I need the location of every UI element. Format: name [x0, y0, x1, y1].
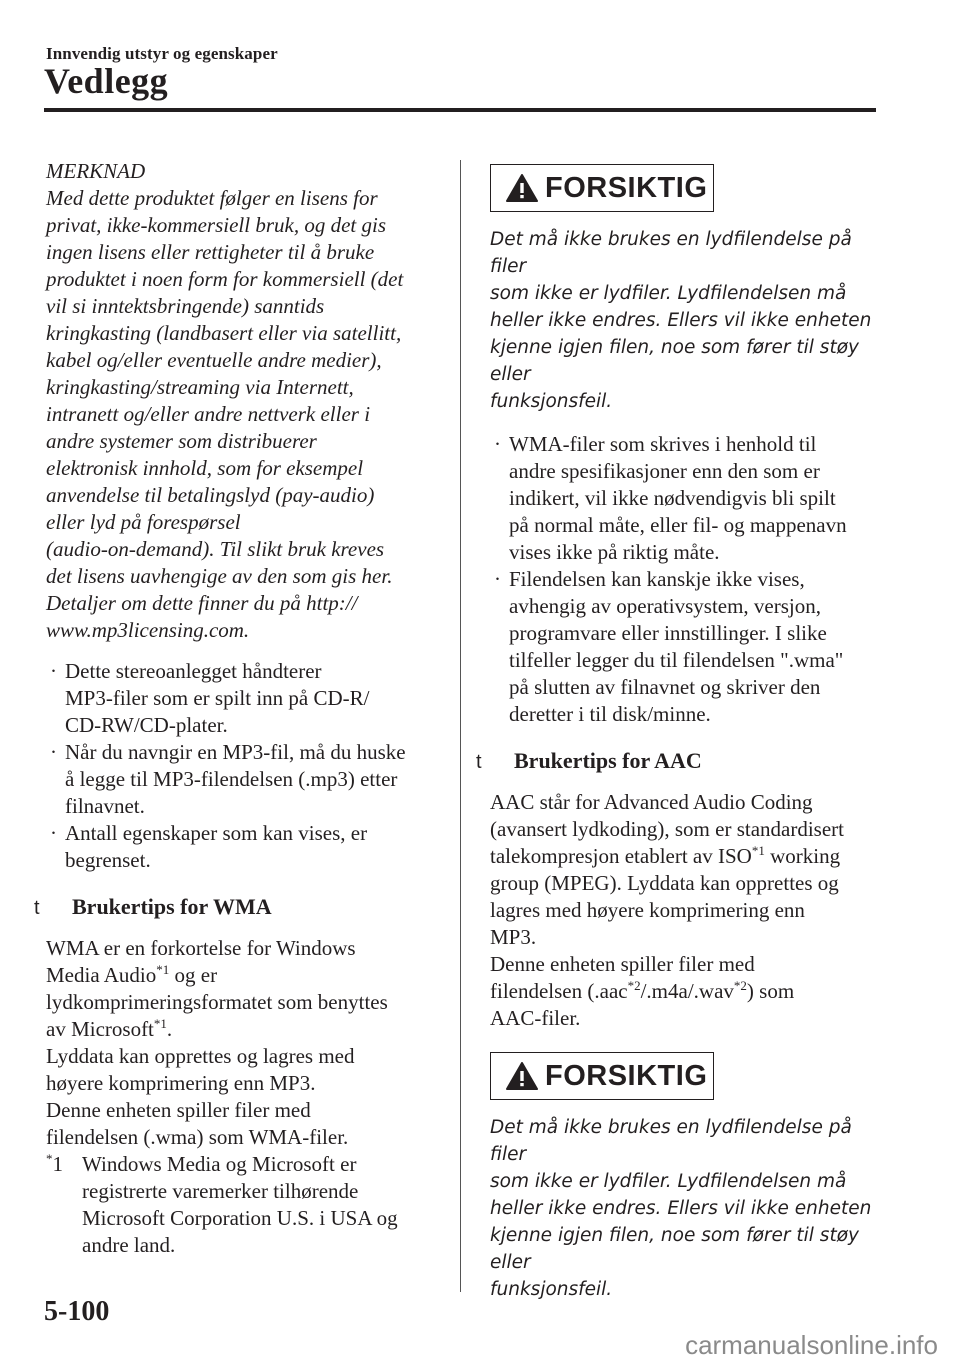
aac-body: AAC står for Advanced Audio Coding (avansert lydkoding), som er standardisert talekompresjon etablert av ISO$^{*1}$ working group (MPEG). Lyddata kan opprettes og lagres med høyere komprimering enn MP3. Denne enheten spiller filer med filendelsen (.aac$^{*2}$/.m4a/.wav$^{*2}$) som AAC-filer.	[490, 790, 844, 1030]
page-title: Vedlegg	[44, 61, 169, 101]
bullet-dot: ·	[50, 740, 57, 764]
watermark: carmanualsonline.info	[685, 1330, 938, 1360]
section-label: Innvendig utstyr og egenskaper	[46, 44, 278, 63]
bullet-dot: ·	[494, 432, 501, 456]
list-item: · Dette stereoanlegget håndterer MP3-filer som er spilt inn på CD-R/ CD-RW/CD-plater.	[50, 659, 370, 737]
footnote-number: *1	[46, 1151, 63, 1176]
caution-box	[490, 1052, 714, 1100]
warning-triangle-icon	[505, 173, 539, 203]
wma-heading: t Brukertips for WMA	[34, 893, 446, 920]
caution-text: Det må ikke brukes en lydfilendelse på filer som ikke er lydfiler. Lydfilendelsen må heller ikke endres. Ellers vil ikke enheten kjenne igjen filen, noe som fører til støy eller funksjonsfeil.	[490, 1117, 872, 1300]
page-number: 5-100	[44, 1296, 110, 1327]
left-bullet-list	[46, 658, 446, 874]
left-column	[34, 158, 446, 1259]
wma-footnote: *1 Windows Media og Microsoft er registrerte varemerker tilhørende Microsoft Corporation U.S. i USA og andre land.	[46, 1151, 398, 1257]
bullet-dot: ·	[50, 821, 57, 845]
bullet-dot: ·	[50, 659, 57, 683]
caution-box	[490, 164, 714, 212]
list-item: · Antall egenskaper som kan vises, er begrenset.	[50, 821, 368, 872]
section-marker-icon: t	[34, 897, 40, 919]
note-heading: MERKNAD	[46, 159, 146, 183]
note-text: Med dette produktet følger en lisens for privat, ikke-kommersiell bruk, og det gis ingen lisens eller rettigheter til å bruke produktet i noen form for kommersiell (det vil si inntektsbringende) sanntids kringkasting (landbasert eller via satellitt, kabel og/eller eventuelle andre medier), kringkasting/streaming via Internett, intranett og/eller andre nettverk eller i andre systemer som distribuerer elektronisk innhold, som for eksempel anvendelse til betalingslyd (pay-audio) eller lyd på forespørsel (audio-on-demand). Til slikt bruk kreves det lisens uavhengige av den som gis her. Detaljer om dette finner du på http:// www.mp3licensing.com.	[46, 186, 404, 642]
section-marker-icon: t	[476, 751, 482, 773]
list-item: · WMA-filer som skrives i henhold til andre spesifikasjoner enn den som er indikert, vil ikke nødvendigvis bli spilt på normal måte, eller fil- og mappenavn vises ikke på riktig måte.	[494, 432, 847, 564]
wma-body: WMA er en forkortelse for Windows Media Audio$^{*1}$ og er lydkomprimeringsformatet som benyttes av Microsoft$^{*1}$. Lyddata kan opprettes og lagres med høyere komprimering enn MP3. Denne enheten spiller filer med filendelsen (.wma) som WMA-filer.	[46, 936, 388, 1149]
right-bullet-list	[490, 431, 890, 728]
caution-label: FORSIKTIG	[545, 1059, 708, 1092]
list-item: · Når du navngir en MP3-fil, må du huske å legge til MP3-filendelsen (.mp3) etter filnavnet.	[50, 740, 406, 818]
bullet-dot: ·	[494, 567, 501, 591]
column-divider	[460, 160, 461, 1292]
right-column	[476, 164, 890, 1303]
caution-text: Det må ikke brukes en lydfilendelse på filer som ikke er lydfiler. Lydfilendelsen må heller ikke endres. Ellers vil ikke enheten kjenne igjen filen, noe som fører til støy eller funksjonsfeil.	[490, 229, 872, 412]
caution-label: FORSIKTIG	[545, 171, 708, 204]
title-rule	[44, 108, 876, 112]
aac-heading: t Brukertips for AAC	[476, 747, 890, 774]
warning-triangle-icon	[505, 1061, 539, 1091]
list-item: · Filendelsen kan kanskje ikke vises, avhengig av operativsystem, versjon, programvare eller innstillinger. I slike tilfeller legger du til filendelsen ".wma" på slutten av filnavnet og skriver den deretter i til disk/minne.	[494, 567, 844, 726]
